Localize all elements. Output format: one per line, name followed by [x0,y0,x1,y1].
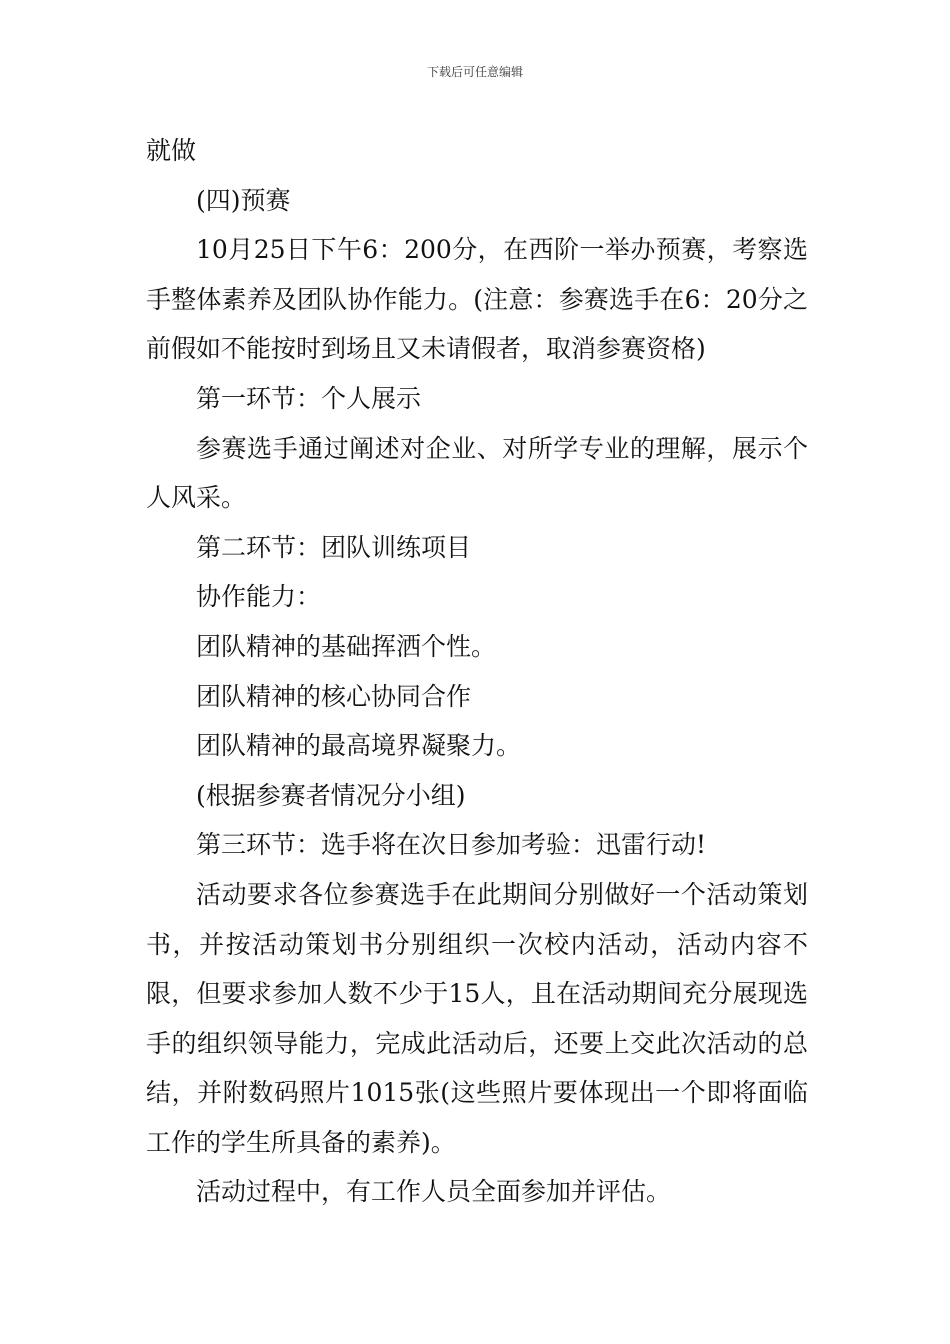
section-heading: (四)预赛 [196,185,291,215]
paragraph: 协作能力： [196,582,322,612]
paragraph: 就做 [146,136,197,165]
paragraph: 活动要求各位参赛选手在此期间分别做好一个活动策划书，并按活动策划书分别组织一次校内活动，活动内容不限，但要求参加人数不少于15人，且在活动期间充分展现选手的组织领导能力，完成此活动后，还要上交此次活动的总结，并附数码照片1015张(这些照片要体现出一个即将面临工作的学生所具备的素养)。 [146,879,808,1157]
document-body [146,126,808,1217]
paragraph: 团队精神的基础挥洒个性。 [196,631,497,661]
paragraph: 10月25日下午6：200分，在西阶一举办预赛，考察选手整体素养及团队协作能力。(注意：参赛选手在6：20分之前假如不能按时到场且又未请假者，取消参赛资格) [146,235,808,364]
paragraph: 团队精神的核心协同合作 [196,681,472,711]
paragraph: (根据参赛者情况分小组) [196,780,466,810]
paragraph: 参赛选手通过阐述对企业、对所学专业的理解，展示个人风采。 [146,433,808,513]
stage-heading: 第三环节：选手将在次日参加考验：迅雷行动! [196,830,707,860]
stage-heading: 第二环节：团队训练项目 [196,532,472,562]
page-header: 下载后可任意编辑 [426,65,523,79]
paragraph: 团队精神的最高境界凝聚力。 [196,731,522,761]
stage-heading: 第一环节：个人展示 [196,383,422,413]
paragraph: 活动过程中，有工作人员全面参加并评估。 [196,1177,672,1207]
